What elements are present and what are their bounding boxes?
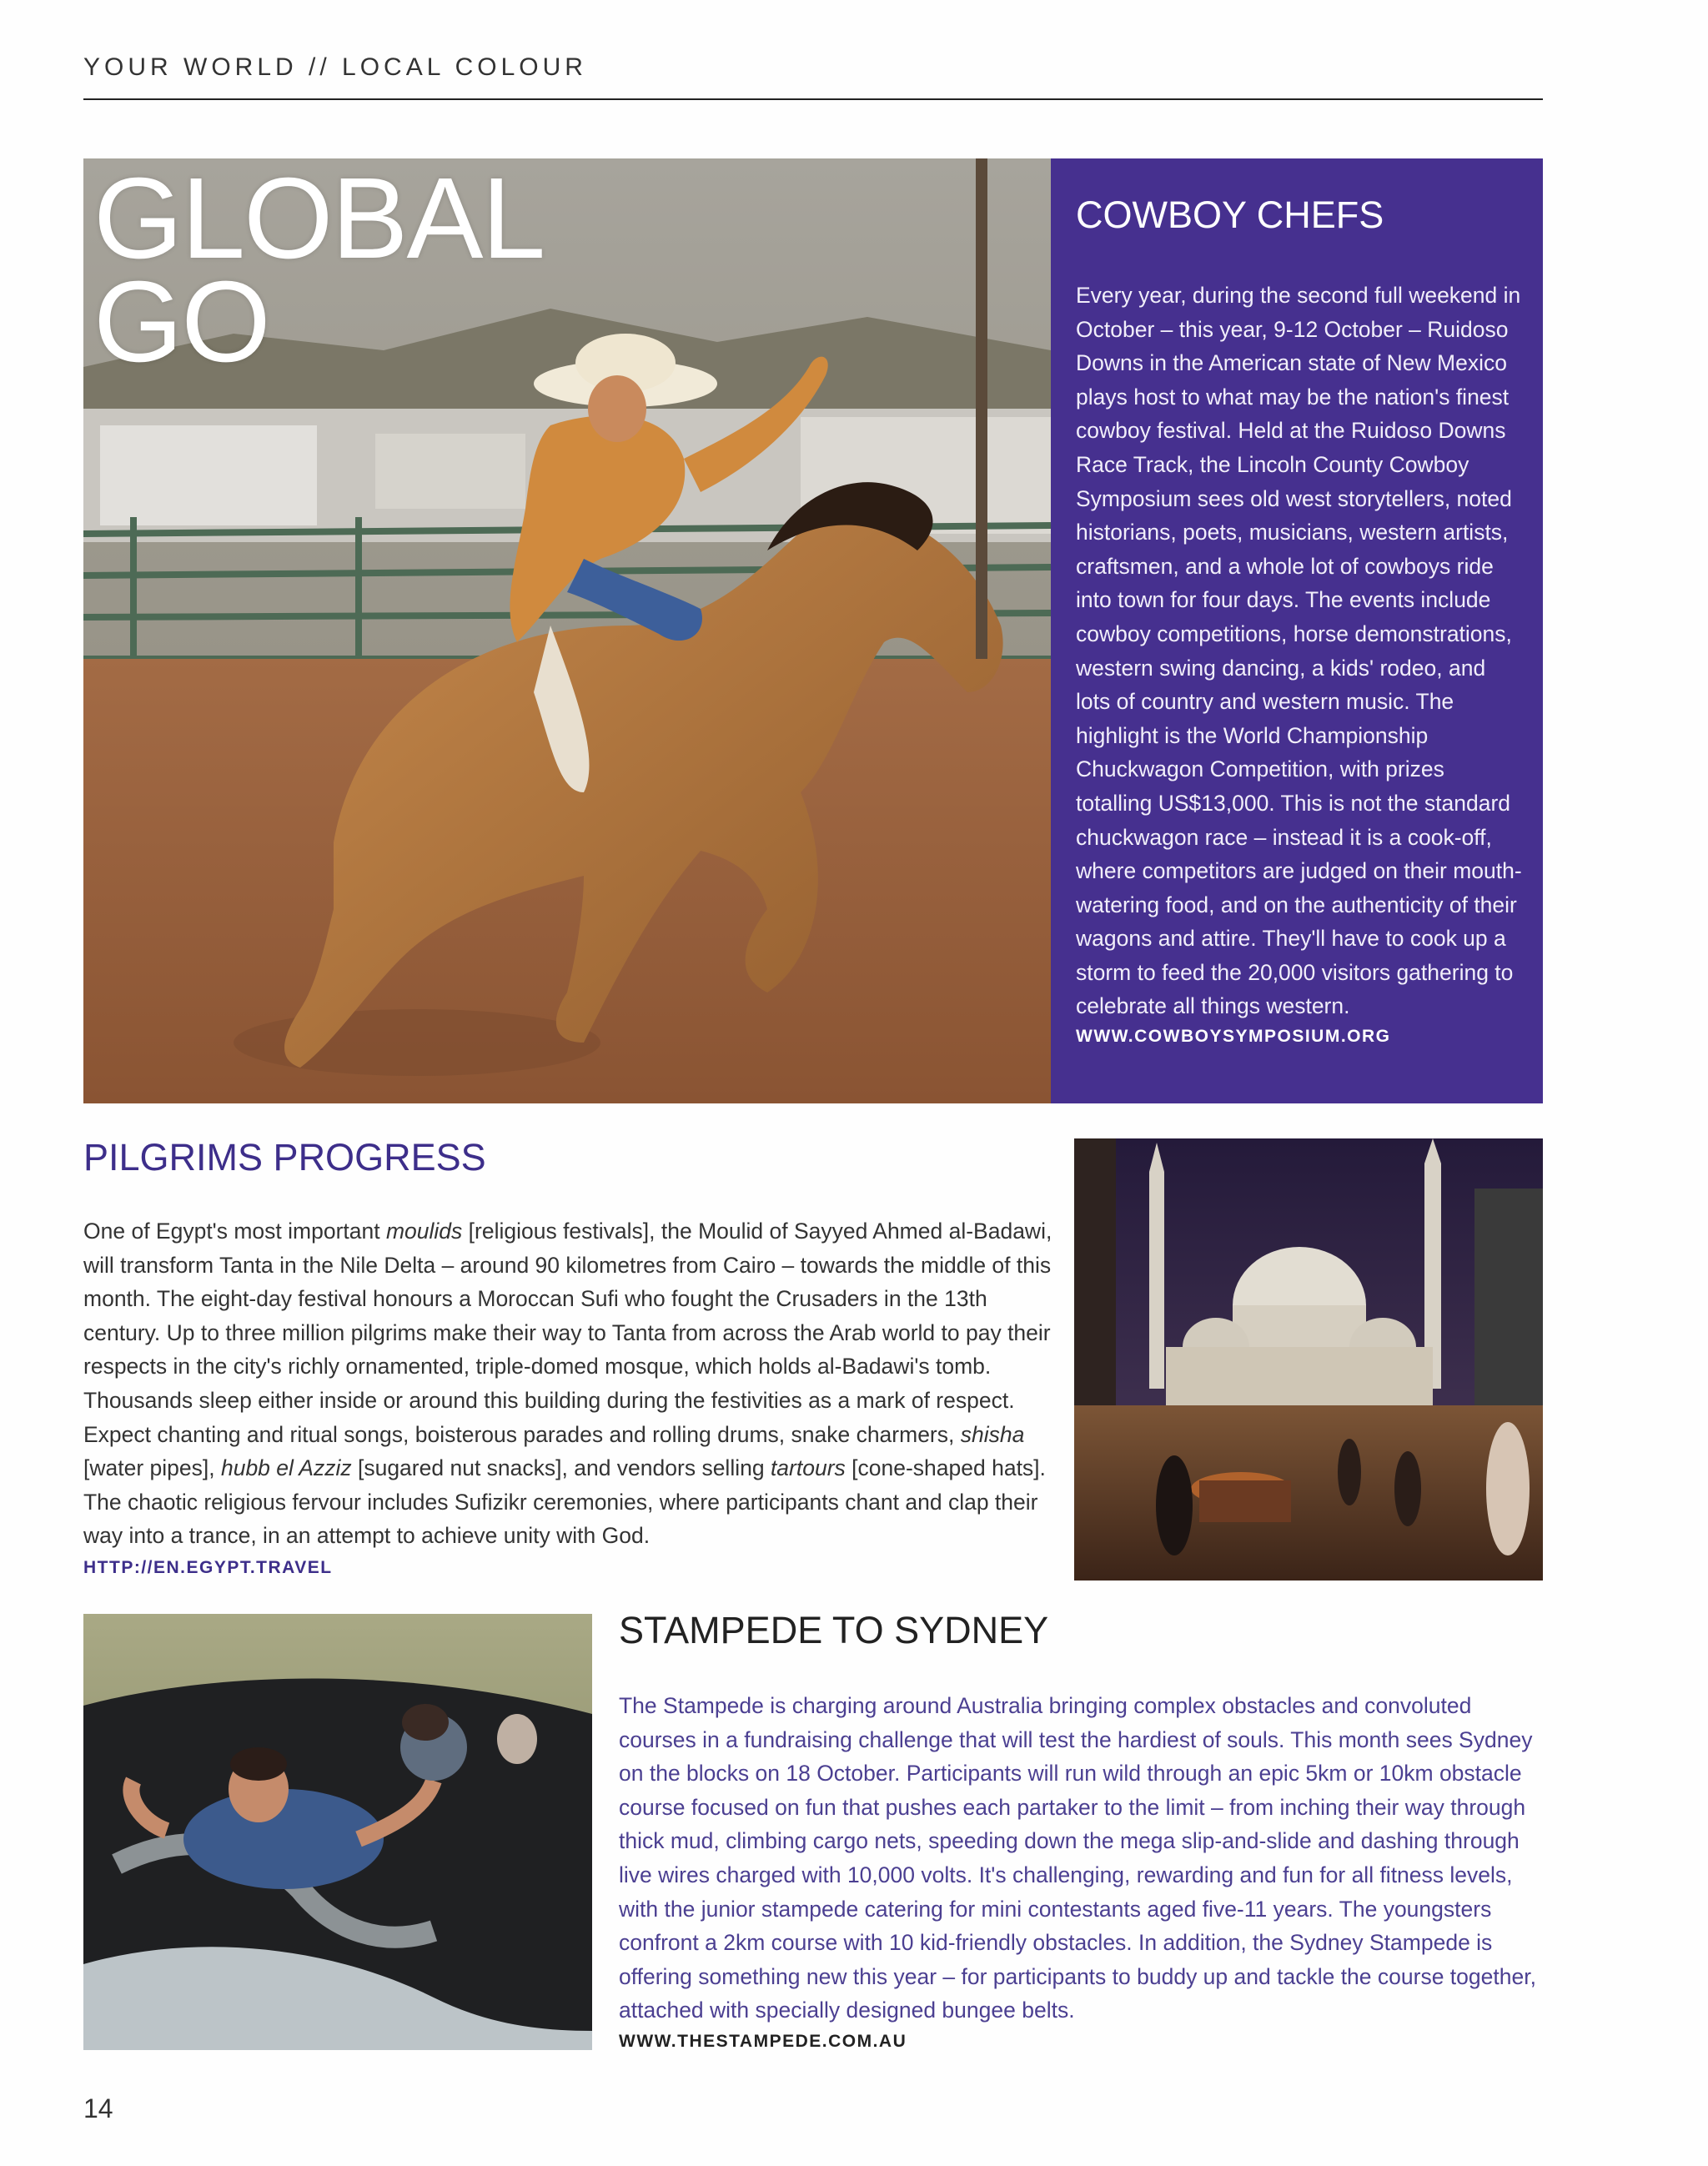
pilgrims-heading: PILGRIMS PROGRESS: [83, 1136, 486, 1178]
hubb-term: hubb el Azziz: [220, 1455, 352, 1481]
stampede-body: The Stampede is charging around Australia bringing complex obstacles and convoluted courses in a fundraising challenge that will test the hardiest of souls. This month sees Sydney on the blocks on 18 October. Participants will run wild through an epic 5km or 10km obstacle course focused on fun that pushes each partaker to the limit – from inching their way through thick mud, climbing cargo nets, speeding down the mega slip-and-slide and dashing through live wires charged with 10,000 volts. It's challenging, rewarding and fun for all fitness levels, with the junior stampede catering for mini contestants aged five-11 years. The youngsters confront a 2km course with 10 kid-friendly obstacles. In addition, the Sydney Stampede is offering something new this year – for participants to buddy up and tackle the course together, attached with specially designed bungee belts.: [619, 1693, 1536, 2023]
hero-title-line-1: GLOBAL: [93, 154, 545, 283]
mosque-photo: [1074, 1138, 1543, 1581]
pilgrims-body-text: [religious festivals], the Moulid of Sayyed Ahmed al-Badawi, will transform Tanta in the Nile Delta – around 90 kilometres from Cairo – towards the middle of this month. The eight-day festival honours a Moroccan Sufi who fought the Crusaders in the 13th century. Up to three million pilgrims make their way to Tanta from across the Arab world to pay their respects in the city's richly ornamented, triple-domed mosque, which holds al-Badawi's tomb. Thousands sleep either inside or around this building during the festivities as a mark of respect. Expect chanting and ritual songs, boisterous parades and rolling drums, snake charmers,: [83, 1219, 1052, 1447]
stampede-heading: STAMPEDE TO SYDNEY: [619, 1609, 1049, 1651]
cowboy-symposium-link[interactable]: WWW.COWBOYSYMPOSIUM.ORG: [1076, 1027, 1391, 1047]
stampede-link[interactable]: WWW.THESTAMPEDE.COM.AU: [619, 2032, 907, 2051]
shisha-term: shisha: [960, 1421, 1025, 1447]
pilgrims-body-text: [cone-shaped hats]. The chaotic religious fervour includes Sufizikr ceremonies, where participants chant and clap their way into a trance, in an attempt to achieve unity with God.: [83, 1455, 1046, 1549]
hero-title-line-2: GO: [93, 258, 269, 386]
header-rule: [83, 98, 1543, 100]
pilgrims-body-text: One of Egypt's most important: [83, 1219, 386, 1244]
stampede-photo: [83, 1614, 592, 2050]
cowboy-chefs-panel: [1051, 158, 1543, 1103]
pilgrims-body-text: [sugared nut snacks], and vendors selling: [351, 1455, 771, 1481]
page-number: 14: [83, 2093, 113, 2123]
moulids-term: moulids: [385, 1219, 463, 1244]
pilgrims-body-text: [water pipes],: [83, 1455, 221, 1481]
tartours-term: tartours: [770, 1455, 846, 1481]
egypt-travel-link[interactable]: HTTP://EN.EGYPT.TRAVEL: [83, 1558, 333, 1577]
hero-title: [93, 154, 545, 386]
section-label: YOUR WORLD // LOCAL COLOUR: [83, 53, 587, 81]
cowboy-chefs-heading: COWBOY CHEFS: [1076, 193, 1384, 236]
pilgrims-body: [83, 1214, 1069, 1553]
cowboy-chefs-body: Every year, during the second full weekend in October – this year, 9-12 October – Ruidoso Downs in the American state of New Mexico plays host to what may be the nation's finest cowboy festival. Held at the Ruidoso Downs Race Track, the Lincoln County Cowboy Symposium sees old west storytellers, noted historians, poets, musicians, western artists, craftsmen, and a whole lot of cowboys ride into town for four days. The events include cowboy competitions, horse demonstrations, western swing dancing, a kids' rodeo, and lots of country and western music. The highlight is the World Championship Chuckwagon Competition, with prizes totalling US$13,000. This is not the standard chuckwagon race – instead it is a cook-off, where competitors are judged on their mouth-watering food, and on the authenticity of their wagons and attire. They'll have to cook up a storm to feed the 20,000 visitors gathering to celebrate all things western.: [1076, 283, 1522, 1019]
